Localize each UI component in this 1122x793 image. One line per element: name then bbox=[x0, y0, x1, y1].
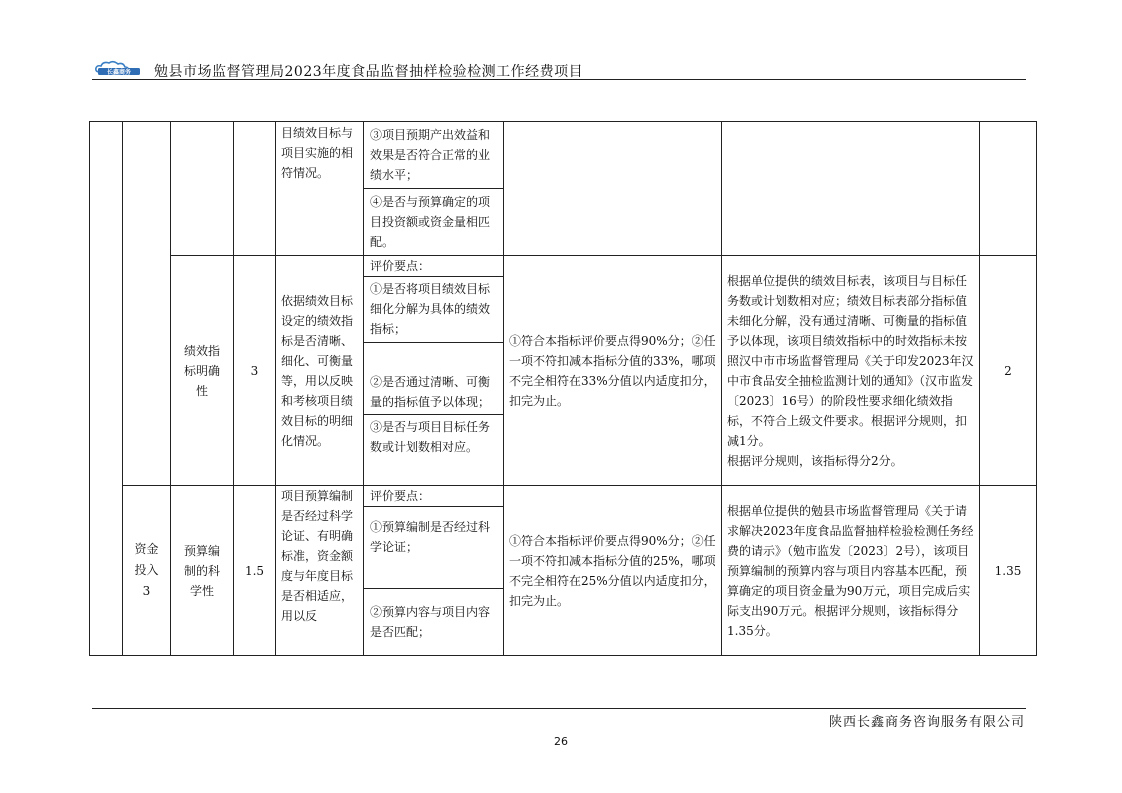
criteria-cell bbox=[364, 343, 504, 486]
scoring-cell: ①符合本指标评价要点得90%分；②任一项不符扣减本指标分值的33%，哪项不完全相符在33%分值以内适度扣分，扣完为止。 bbox=[504, 256, 722, 486]
criteria-cell: ④是否与预算确定的项目投资额或资金量相匹配。 bbox=[364, 189, 504, 256]
analysis-cell bbox=[722, 122, 980, 256]
level1-cell: 资金投入3 bbox=[123, 486, 171, 656]
analysis-text: 根据单位提供的绩效目标表，该项目与目标任务数或计划数相对应；绩效目标表部分指标值未细化分解，没有通过清晰、可衡量的指标值予以体现，该项目绩效指标中的时效指标未按照汉中市市场监督管理局《关于印发2023年汉中市食品安全抽检监测计划的通知》（汉市监发〔2023〕16号）的阶段性要求细化绩效指标，不符合上级文件要求。根据评分规则，扣减1分。 bbox=[727, 273, 974, 448]
footer-rule bbox=[92, 708, 1026, 709]
svg-text:长鑫商务: 长鑫商务 bbox=[106, 69, 132, 76]
company-name: 陕西长鑫商务咨询服务有限公司 bbox=[828, 715, 1025, 730]
table-row bbox=[90, 122, 1037, 189]
criteria-item: ③是否与项目目标任务数或计划数相对应。 bbox=[370, 419, 491, 454]
table-row bbox=[90, 256, 1037, 343]
criteria-cell bbox=[364, 256, 504, 343]
weight-cell: 3 bbox=[234, 256, 276, 486]
criteria-cell bbox=[364, 486, 504, 589]
description-cell: 项目预算编制是否经过科学论证、有明确标准，资金额度与年度目标是否相适应，用以反 bbox=[276, 486, 364, 656]
description-cell: 目绩效目标与项目实施的相符情况。 bbox=[276, 122, 364, 256]
level1-cell bbox=[123, 122, 171, 486]
criteria-cell: ②预算内容与项目内容是否匹配； bbox=[364, 589, 504, 656]
scoring-cell: ①符合本指标评价要点得90%分；②任一项不符扣减本指标分值的25%，哪项不完全相符在25%分值以内适度扣分，扣完为止。 bbox=[504, 486, 722, 656]
table-row bbox=[90, 486, 1037, 589]
indicator-cell: 预算编制的科学性 bbox=[171, 486, 234, 656]
weight-cell bbox=[234, 122, 276, 256]
header-rule bbox=[92, 79, 1026, 80]
score-cell: 1.35 bbox=[980, 486, 1037, 656]
criteria-header: 评价要点： bbox=[364, 256, 503, 277]
criteria-item: ①是否将项目绩效目标细化分解为具体的绩效指标； bbox=[370, 282, 491, 336]
score-cell bbox=[980, 122, 1037, 256]
description-cell: 依据绩效目标设定的绩效指标是否清晰、细化、可衡量等，用以反映和考核项目绩效目标的明细化情况。 bbox=[276, 256, 364, 486]
analysis-result: 根据评分规则，该指标得分2分。 bbox=[727, 453, 903, 468]
analysis-cell bbox=[722, 256, 980, 486]
page-header bbox=[92, 60, 1026, 80]
analysis-cell: 根据单位提供的勉县市场监督管理局《关于请求解决2023年度食品监督抽样检验检测任务经费的请示》（勉市监发〔2023〕2号），该项目预算编制的预算内容与项目内容基本匹配，预算确定的项目资金量为90万元，项目完成后实际支出90万元。根据评分规则，该指标得分1.35分。 bbox=[722, 486, 980, 656]
indicator-cell bbox=[171, 122, 234, 256]
document-title: 勉县市场监督管理局2023年度食品监督抽样检验检测工作经费项目 bbox=[154, 64, 584, 80]
indicator-cell: 绩效指标明确性 bbox=[171, 256, 234, 486]
score-cell: 2 bbox=[980, 256, 1037, 486]
level0-cell bbox=[90, 122, 123, 656]
page-number: 26 bbox=[554, 735, 568, 748]
scoring-cell bbox=[504, 122, 722, 256]
weight-cell: 1.5 bbox=[234, 486, 276, 656]
evaluation-table bbox=[89, 121, 1037, 656]
company-logo bbox=[94, 60, 142, 76]
criteria-header: 评价要点： bbox=[364, 486, 503, 507]
criteria-cell: ③项目预期产出效益和效果是否符合正常的业绩水平； bbox=[364, 122, 504, 189]
criteria-item: ①预算编制是否经过科学论证； bbox=[370, 520, 491, 554]
criteria-item: ②是否通过清晰、可衡量的指标值予以体现； bbox=[364, 370, 503, 415]
